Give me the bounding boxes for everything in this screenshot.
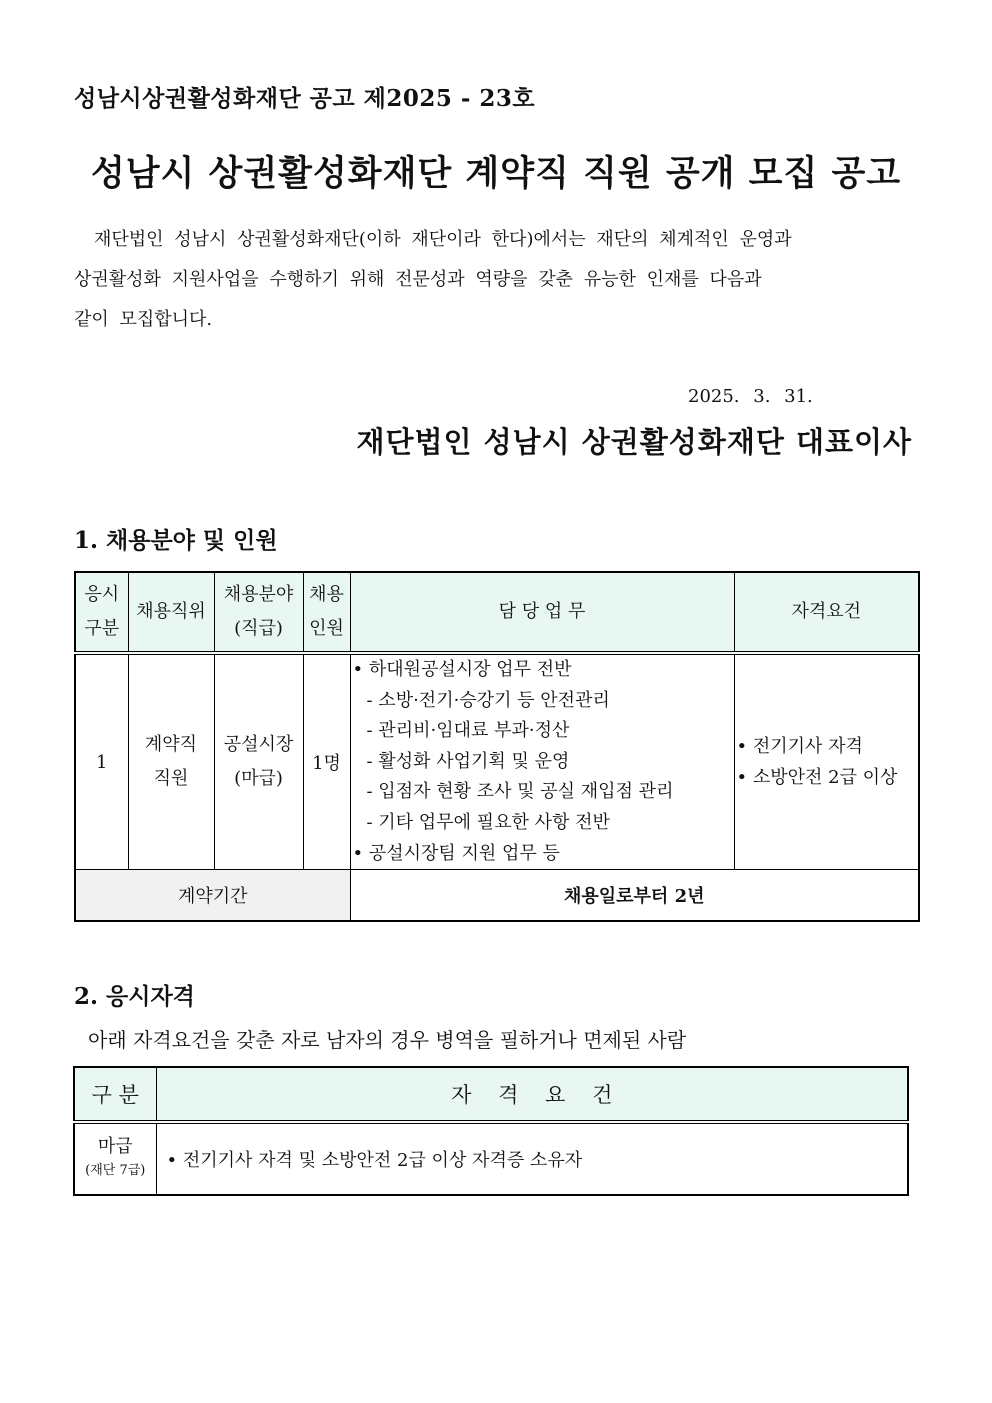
header-duties: 담 당 업 무 [350,572,734,653]
requirement-item: • 전기기사 자격 [736,736,863,758]
grade-label: 마급 [97,1136,133,1157]
intro-paragraph [74,220,922,340]
duty-item: - 기타 업무에 필요한 사항 전반 [366,811,610,833]
duty-item: - 활성화 사업기획 및 운영 [366,750,570,772]
notice-date: 2025. 3. 31. [688,386,813,407]
duty-item: - 입점자 현황 조사 및 공실 재입점 관리 [366,781,674,803]
cell-grade [74,1122,156,1195]
cell-requirements [734,653,919,870]
period-row [75,870,919,922]
header-field: 채용분야 (직급) [214,572,303,653]
page-title: 성남시 상권활성화재단 계약직 직원 공개 모집 공고 [90,153,902,194]
section-description: 아래 자격요건을 갖춘 자로 남자의 경우 병역을 필하거나 면제된 사람 [88,1028,687,1052]
header-requirements: 자격요건 [734,572,919,653]
header-category: 응시 구분 [75,572,128,653]
cell-field: 공설시장 (마급) [214,653,303,870]
duty-item: • 공설시장팀 지원 업무 등 [352,842,560,864]
section-heading: 2. 응시자격 [74,983,195,1010]
recruitment-table [74,571,920,922]
cell-count: 1명 [303,653,350,870]
notice-number: 성남시상권활성화재단 공고 제2025 - 23호 [74,85,536,112]
cell-category: 1 [75,653,128,870]
cell-requirement: • 전기기사 자격 및 소방안전 2급 이상 자격증 소유자 [156,1122,908,1195]
header-position: 채용직위 [128,572,214,653]
signer: 재단법인 성남시 상권활성화재단 대표이사 [356,425,912,459]
duty-item: • 하대원공설시장 업무 전반 [352,659,572,680]
table-row [75,653,919,870]
qualification-table [73,1066,909,1196]
grade-note: (재단 7급) [85,1163,146,1178]
period-value: 채용일로부터 2년 [350,870,919,922]
intro-line: 같이 모집합니다. [74,309,213,330]
period-label: 계약기간 [75,870,350,922]
cell-duties [350,653,734,870]
cell-position: 계약직 직원 [128,653,214,870]
header-category: 구 분 [74,1067,156,1122]
header-count: 채용 인원 [303,572,350,653]
header-requirements: 자 격 요 건 [156,1067,908,1122]
intro-line: 재단법인 성남시 상권활성화재단(이하 재단이라 한다)에서는 재단의 체계적인 운영과 [94,229,792,250]
duty-item: - 소방·전기·승강기 등 안전관리 [366,689,610,711]
duty-item: - 관리비·임대료 부과·정산 [366,720,570,742]
section-heading: 1. 채용분야 및 인원 [74,527,278,554]
table-header-row [75,572,919,653]
table-row [74,1122,908,1195]
table-header-row [74,1067,908,1122]
requirement-item: • 소방안전 2급 이상 [736,767,898,789]
intro-line: 상권활성화 지원사업을 수행하기 위해 전문성과 역량을 갖춘 유능한 인재를 다음과 [74,269,762,290]
